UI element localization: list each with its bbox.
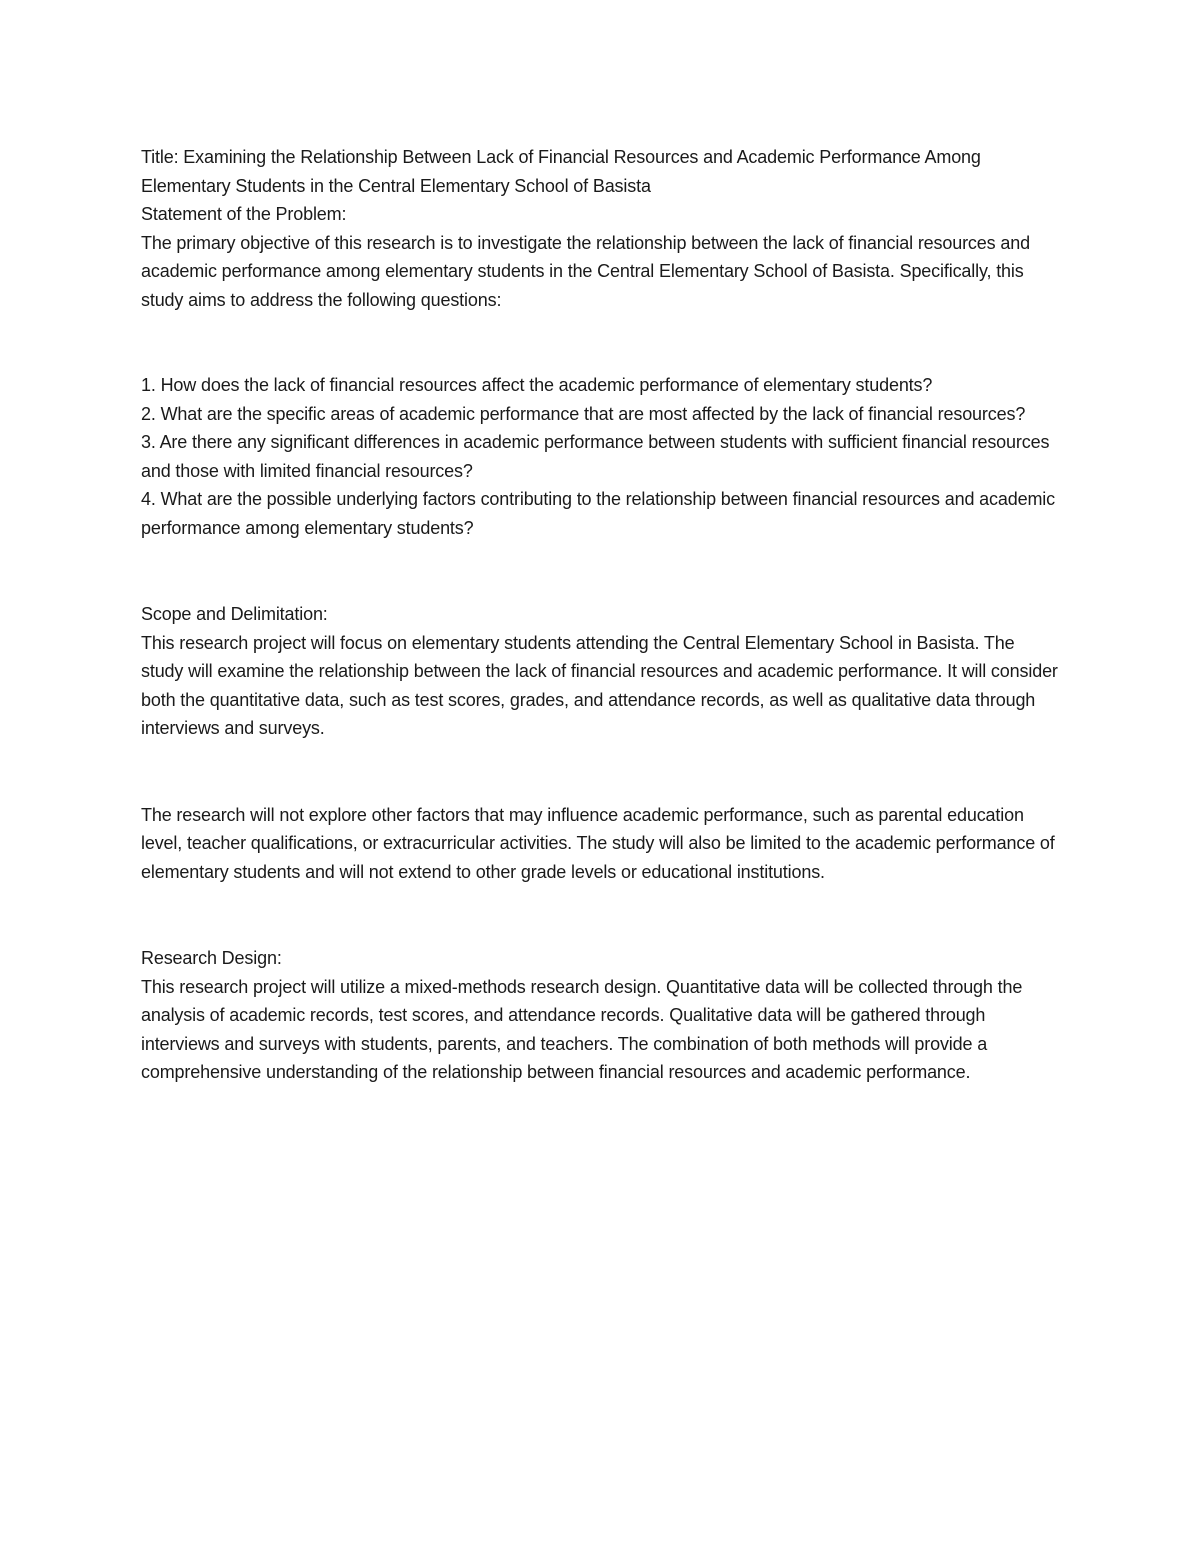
delimitation-paragraph: The research will not explore other factors that may influence academic performance, such as parental education level, teacher qualifications, or extracurricular activities. The study will also be limited to the academic performance of elementary students and will not extend to other grade levels or educational institutions. bbox=[141, 804, 1055, 882]
statement-paragraph: The primary objective of this research is to investigate the relationship between the lack of financial resources and academic performance among elementary students in the Central Elementary School of Basista. Specifically, this study aims to address the following questions: bbox=[141, 232, 1030, 310]
question-item: 3. Are there any significant differences in academic performance between students with sufficient financial resources and those with limited financial resources? bbox=[141, 432, 1050, 481]
document-body bbox=[141, 143, 1061, 1087]
section-heading-scope: Scope and Delimitation: bbox=[141, 604, 328, 624]
document-title: Title: Examining the Relationship Between Lack of Financial Resources and Academic Performance Among Elementary Students in the Central Elementary School of Basista bbox=[141, 147, 981, 196]
section-heading-statement: Statement of the Problem: bbox=[141, 204, 347, 224]
section-heading-design: Research Design: bbox=[141, 948, 282, 968]
question-item: 4. What are the possible underlying factors contributing to the relationship between financial resources and academic performance among elementary students? bbox=[141, 489, 1055, 538]
question-item: 2. What are the specific areas of academic performance that are most affected by the lack of financial resources? bbox=[141, 403, 1026, 424]
question-item: 1. How does the lack of financial resources affect the academic performance of elementary students? bbox=[141, 375, 933, 395]
scope-paragraph: This research project will focus on elementary students attending the Central Elementary School in Basista. The study will examine the relationship between the lack of financial resources and academic performance. It will consider both the quantitative data, such as test scores, grades, and attendance records, as well as qualitative data through interviews and surveys. bbox=[141, 632, 1058, 738]
design-paragraph: This research project will utilize a mixed-methods research design. Quantitative data will be collected through the analysis of academic records, test scores, and attendance records. Qualitative data will be gathered through interviews and surveys with students, parents, and teachers. The combination of both methods will provide a comprehensive understanding of the relationship between financial resources and academic performance. bbox=[141, 976, 1023, 1082]
